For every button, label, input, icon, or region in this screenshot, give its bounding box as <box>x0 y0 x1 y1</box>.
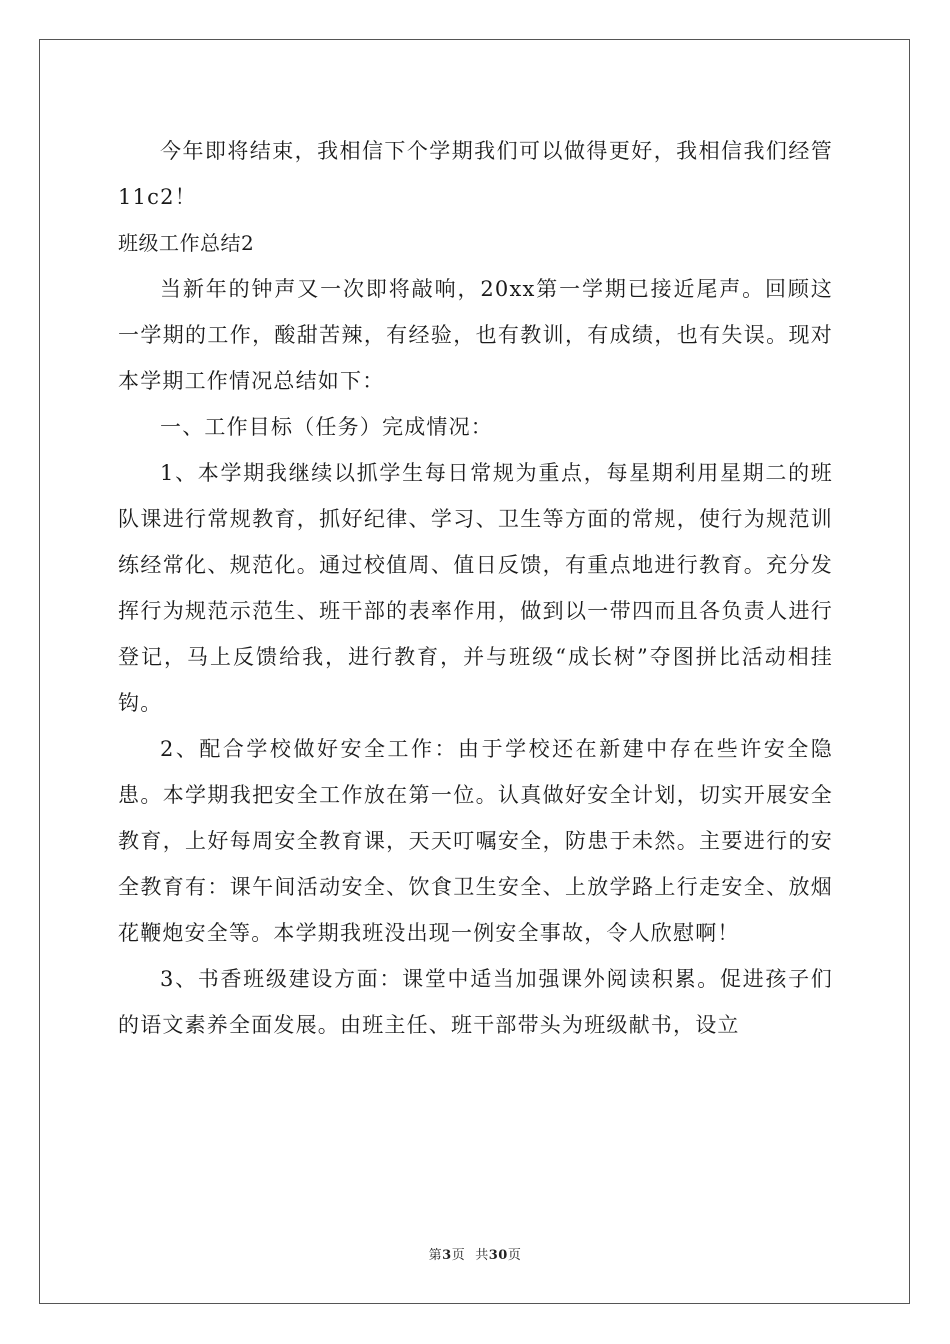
paragraph-intro: 当新年的钟声又一次即将敲响，20xx第一学期已接近尾声。回顾这一学期的工作，酸甜苦辣，有经验，也有教训，有成绩，也有失误。现对本学期工作情况总结如下： <box>118 277 833 393</box>
page-number: 3 <box>442 1248 452 1263</box>
total-prefix: 共 <box>475 1248 489 1263</box>
total-suffix: 页 <box>507 1248 522 1263</box>
page-suffix: 页 <box>451 1248 466 1263</box>
paragraph-item-3: 3、书香班级建设方面：课堂中适当加强课外阅读积累。促进孩子们的语文素养全面发展。由班主任、班干部带头为班级献书，设立 <box>118 967 833 1037</box>
total-pages: 30 <box>488 1248 508 1263</box>
page-prefix: 第 <box>428 1248 443 1263</box>
document-body <box>118 128 833 1048</box>
section-heading: 班级工作总结2 <box>118 231 255 255</box>
paragraph-subheading: 一、工作目标（任务）完成情况： <box>160 415 493 439</box>
paragraph-closing: 今年即将结束，我相信下个学期我们可以做得更好，我相信我们经管11c2！ <box>118 139 833 209</box>
page-footer <box>0 1244 950 1263</box>
paragraph-item-1: 1、本学期我继续以抓学生每日常规为重点，每星期利用星期二的班队课进行常规教育，抓好纪律、学习、卫生等方面的常规，使行为规范训练经常化、规范化。通过校值周、值日反馈，有重点地进行教育。充分发挥行为规范示范生、班干部的表率作用，做到以一带四而且各负责人进行登记，马上反馈给我，进行教育，并与班级“成长树”夺图拼比活动相挂钩。 <box>118 461 833 715</box>
paragraph-item-2: 2、配合学校做好安全工作：由于学校还在新建中存在些许安全隐患。本学期我把安全工作放在第一位。认真做好安全计划，切实开展安全教育，上好每周安全教育课，天天叮嘱安全，防患于未然。主要进行的安全教育有：课午间活动安全、饮食卫生安全、上放学路上行走安全、放烟花鞭炮安全等。本学期我班没出现一例安全事故，令人欣慰啊！ <box>118 737 833 945</box>
